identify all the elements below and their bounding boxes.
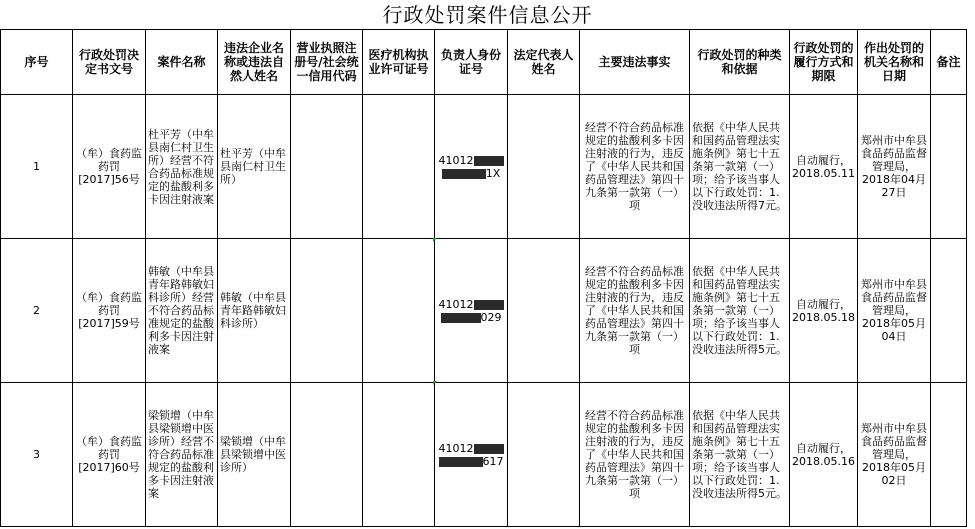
header-party: 违法企业名称或违法自然人姓名 <box>218 30 291 95</box>
cell-case-name[interactable]: 韩敏（中牟县青年路韩敏妇科诊所）经营不符合药品标准规定的盐酸利多卡因注射液案 <box>146 239 218 383</box>
id-suffix: 029 <box>480 310 502 324</box>
cell-remark[interactable] <box>931 383 967 527</box>
redaction-mark <box>474 156 504 166</box>
cell-id-number[interactable] <box>435 239 508 383</box>
cell-remark[interactable] <box>931 239 967 383</box>
cell-facts[interactable]: 经营不符合药品标准规定的盐酸利多卡因注射液的行为，违反了《中华人民共和国药品管理法》第四十九条第一款第（一）项 <box>580 383 690 527</box>
table-row <box>1 95 967 239</box>
cell-basis[interactable]: 依据《中华人民共和国药品管理法实施条例》第七十五条第一款第（一）项；给予该当事人以下行政处罚：1.没收违法所得5元。 <box>690 239 790 383</box>
header-basis: 行政处罚的种类和依据 <box>690 30 790 95</box>
cell-legal-rep[interactable] <box>508 239 580 383</box>
cell-authority[interactable]: 郑州市中牟县食品药品监督管理局，2018年05月02日 <box>858 383 931 527</box>
cell-facts[interactable]: 经营不符合药品标准规定的盐酸利多卡因注射液的行为，违反了《中华人民共和国药品管理法》第四十九条第一款第（一）项 <box>580 239 690 383</box>
cell-comment-marker <box>433 381 437 385</box>
cell-doc-no[interactable]: （牟）食药监药罚[2017]60号 <box>73 383 146 527</box>
cell-legal-rep[interactable] <box>508 95 580 239</box>
cell-medical-permit[interactable] <box>363 239 435 383</box>
header-legal-rep: 法定代表人姓名 <box>508 30 580 95</box>
cell-legal-rep[interactable] <box>508 383 580 527</box>
cell-basis[interactable]: 依据《中华人民共和国药品管理法实施条例》第七十五条第一款第（一）项；给予该当事人以下行政处罚：1.没收违法所得7元。 <box>690 95 790 239</box>
cell-party[interactable]: 韩敏（中牟县青年路韩敏妇科诊所） <box>218 239 291 383</box>
header-seq: 序号 <box>1 30 73 95</box>
id-prefix: 41012 <box>438 153 474 167</box>
header-license: 营业执照注册号/社会统一信用代码 <box>291 30 363 95</box>
cell-medical-permit[interactable] <box>363 95 435 239</box>
redaction-mark <box>441 313 481 323</box>
cell-remark[interactable] <box>931 95 967 239</box>
header-remark: 备注 <box>931 30 967 95</box>
id-prefix: 41012 <box>438 441 474 455</box>
cell-case-name[interactable]: 杜平芳（中牟县南仁村卫生所）经营不符合药品标准规定的盐酸利多卡因注射液案 <box>146 95 218 239</box>
redaction-mark <box>442 169 486 179</box>
header-id-number: 负责人身份证号 <box>435 30 508 95</box>
header-facts: 主要违法事实 <box>580 30 690 95</box>
cell-doc-no[interactable]: （牟）食药监药罚[2017]56号 <box>73 95 146 239</box>
cell-authority[interactable]: 郑州市中牟县食品药品监督管理局，2018年04月27日 <box>858 95 931 239</box>
cell-seq[interactable]: 1 <box>1 95 73 239</box>
cell-license[interactable] <box>291 95 363 239</box>
header-medical-permit: 医疗机构执业许可证号 <box>363 30 435 95</box>
cell-license[interactable] <box>291 239 363 383</box>
cell-performance[interactable]: 自动履行，2018.05.16 <box>790 383 858 527</box>
cell-party[interactable]: 杜平芳（中牟县南仁村卫生所） <box>218 95 291 239</box>
cell-id-number[interactable] <box>435 383 508 527</box>
header-authority: 作出处罚的机关名称和日期 <box>858 30 931 95</box>
header-doc-no: 行政处罚决定书文号 <box>73 30 146 95</box>
redaction-mark <box>439 457 483 467</box>
header-row <box>1 30 967 95</box>
cell-party[interactable]: 梁锁增（中牟县梁锁增中医诊所） <box>218 383 291 527</box>
header-performance: 行政处罚的履行方式和期限 <box>790 30 858 95</box>
cell-performance[interactable]: 自动履行，2018.05.11 <box>790 95 858 239</box>
cell-facts[interactable]: 经营不符合药品标准规定的盐酸利多卡因注射液的行为，违反了《中华人民共和国药品管理法》第四十九条第一款第（一）项 <box>580 95 690 239</box>
cell-basis[interactable]: 依据《中华人民共和国药品管理法实施条例》第七十五条第一款第（一）项；给予该当事人以下行政处罚：1.没收违法所得5元。 <box>690 383 790 527</box>
cell-authority[interactable]: 郑州市中牟县食品药品监督管理局，2018年05月04日 <box>858 239 931 383</box>
id-prefix: 41012 <box>438 297 474 311</box>
cell-id-number[interactable] <box>435 95 508 239</box>
cell-performance[interactable]: 自动履行，2018.05.18 <box>790 239 858 383</box>
penalty-table <box>0 29 967 527</box>
header-case-name: 案件名称 <box>146 30 218 95</box>
cell-seq[interactable]: 3 <box>1 383 73 527</box>
table-row <box>1 239 967 383</box>
cell-comment-marker <box>433 238 437 242</box>
id-suffix: 617 <box>482 454 504 468</box>
cell-doc-no[interactable]: （牟）食药监药罚[2017]59号 <box>73 239 146 383</box>
id-suffix: 1X <box>485 166 501 180</box>
redaction-mark <box>474 300 504 310</box>
cell-medical-permit[interactable] <box>363 383 435 527</box>
sheet-title: 行政处罚案件信息公开 <box>382 3 593 27</box>
cell-case-name[interactable]: 梁锁增（中牟县梁锁增中医诊所）经营不符合药品标准规定的盐酸利多卡因注射液案 <box>146 383 218 527</box>
redaction-mark <box>474 444 504 454</box>
cell-seq[interactable]: 2 <box>1 239 73 383</box>
table-row <box>1 383 967 527</box>
cell-license[interactable] <box>291 383 363 527</box>
